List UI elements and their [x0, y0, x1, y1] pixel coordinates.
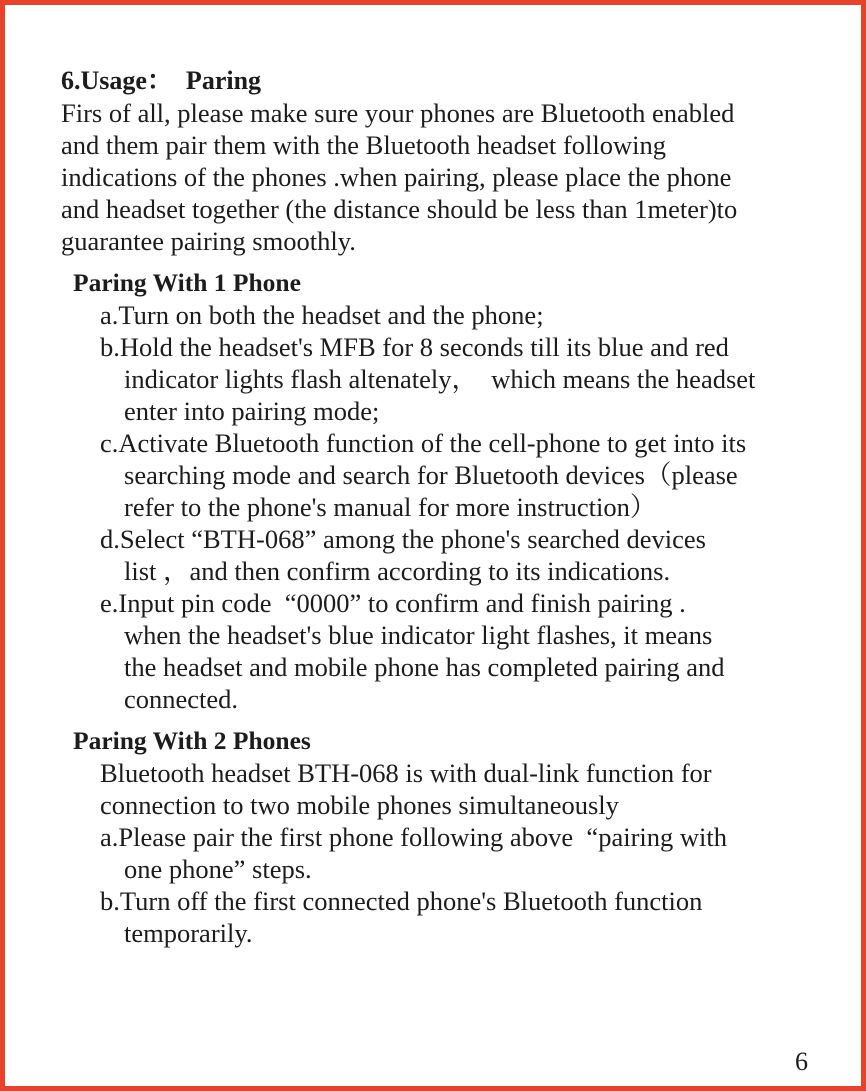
intro-line: Firs of all, please make sure your phones are Bluetooth enabled — [61, 98, 735, 128]
intro-line: and headset together (the distance should be less than 1meter)to — [61, 194, 738, 224]
step-line: searching mode and search for Bluetooth devices（please — [124, 460, 738, 490]
section-one-phone — [61, 267, 841, 715]
step-b — [61, 885, 841, 949]
usage-heading: 6.Usage： Paring — [61, 66, 262, 95]
section-intro-line: Bluetooth headset BTH-068 is with dual-link function for — [100, 758, 712, 788]
step-line: d.Select “BTH-068” among the phone's searched devices — [100, 524, 706, 554]
step-line: when the headset's blue indicator light flashes, it means — [124, 620, 713, 650]
step-c — [61, 427, 841, 523]
step-line: enter into pairing mode; — [124, 396, 380, 426]
step-line: a.Please pair the first phone following above “pairing with — [100, 822, 727, 852]
step-line: a.Turn on both the headset and the phone; — [100, 300, 544, 330]
section-title: Paring With 2 Phones — [73, 726, 311, 755]
page-content — [61, 65, 841, 949]
step-line: refer to the phone's manual for more instruction） — [124, 492, 657, 522]
intro-line: indications of the phones .when pairing, please place the phone — [61, 162, 732, 192]
intro-line: and them pair them with the Bluetooth headset following — [61, 130, 666, 160]
step-line: temporarily. — [124, 918, 253, 948]
step-a — [61, 299, 841, 331]
section-title: Paring With 1 Phone — [73, 268, 301, 297]
step-line: the headset and mobile phone has completed pairing and — [124, 652, 725, 682]
step-d — [61, 523, 841, 587]
step-e — [61, 587, 841, 715]
step-line: b.Hold the headset's MFB for 8 seconds till its blue and red — [100, 332, 729, 362]
intro-line: guarantee pairing smoothly. — [61, 226, 356, 256]
section-two-phones — [61, 725, 841, 949]
section-intro — [61, 757, 841, 821]
page-number: 6 — [795, 1047, 808, 1076]
step-b — [61, 331, 841, 427]
section-intro-line: connection to two mobile phones simultaneously — [100, 790, 619, 820]
step-line: one phone” steps. — [124, 854, 312, 884]
step-line: connected. — [124, 684, 239, 714]
step-line: c.Activate Bluetooth function of the cell-phone to get into its — [100, 428, 747, 458]
step-line: b.Turn off the first connected phone's Bluetooth function — [100, 886, 703, 916]
step-line: list ，and then confirm according to its indications. — [124, 556, 671, 586]
step-line: indicator lights flash altenately， which means the headset — [124, 364, 756, 394]
intro-paragraph — [61, 97, 841, 257]
step-a — [61, 821, 841, 885]
step-line: e.Input pin code “0000” to confirm and finish pairing . — [100, 588, 686, 618]
